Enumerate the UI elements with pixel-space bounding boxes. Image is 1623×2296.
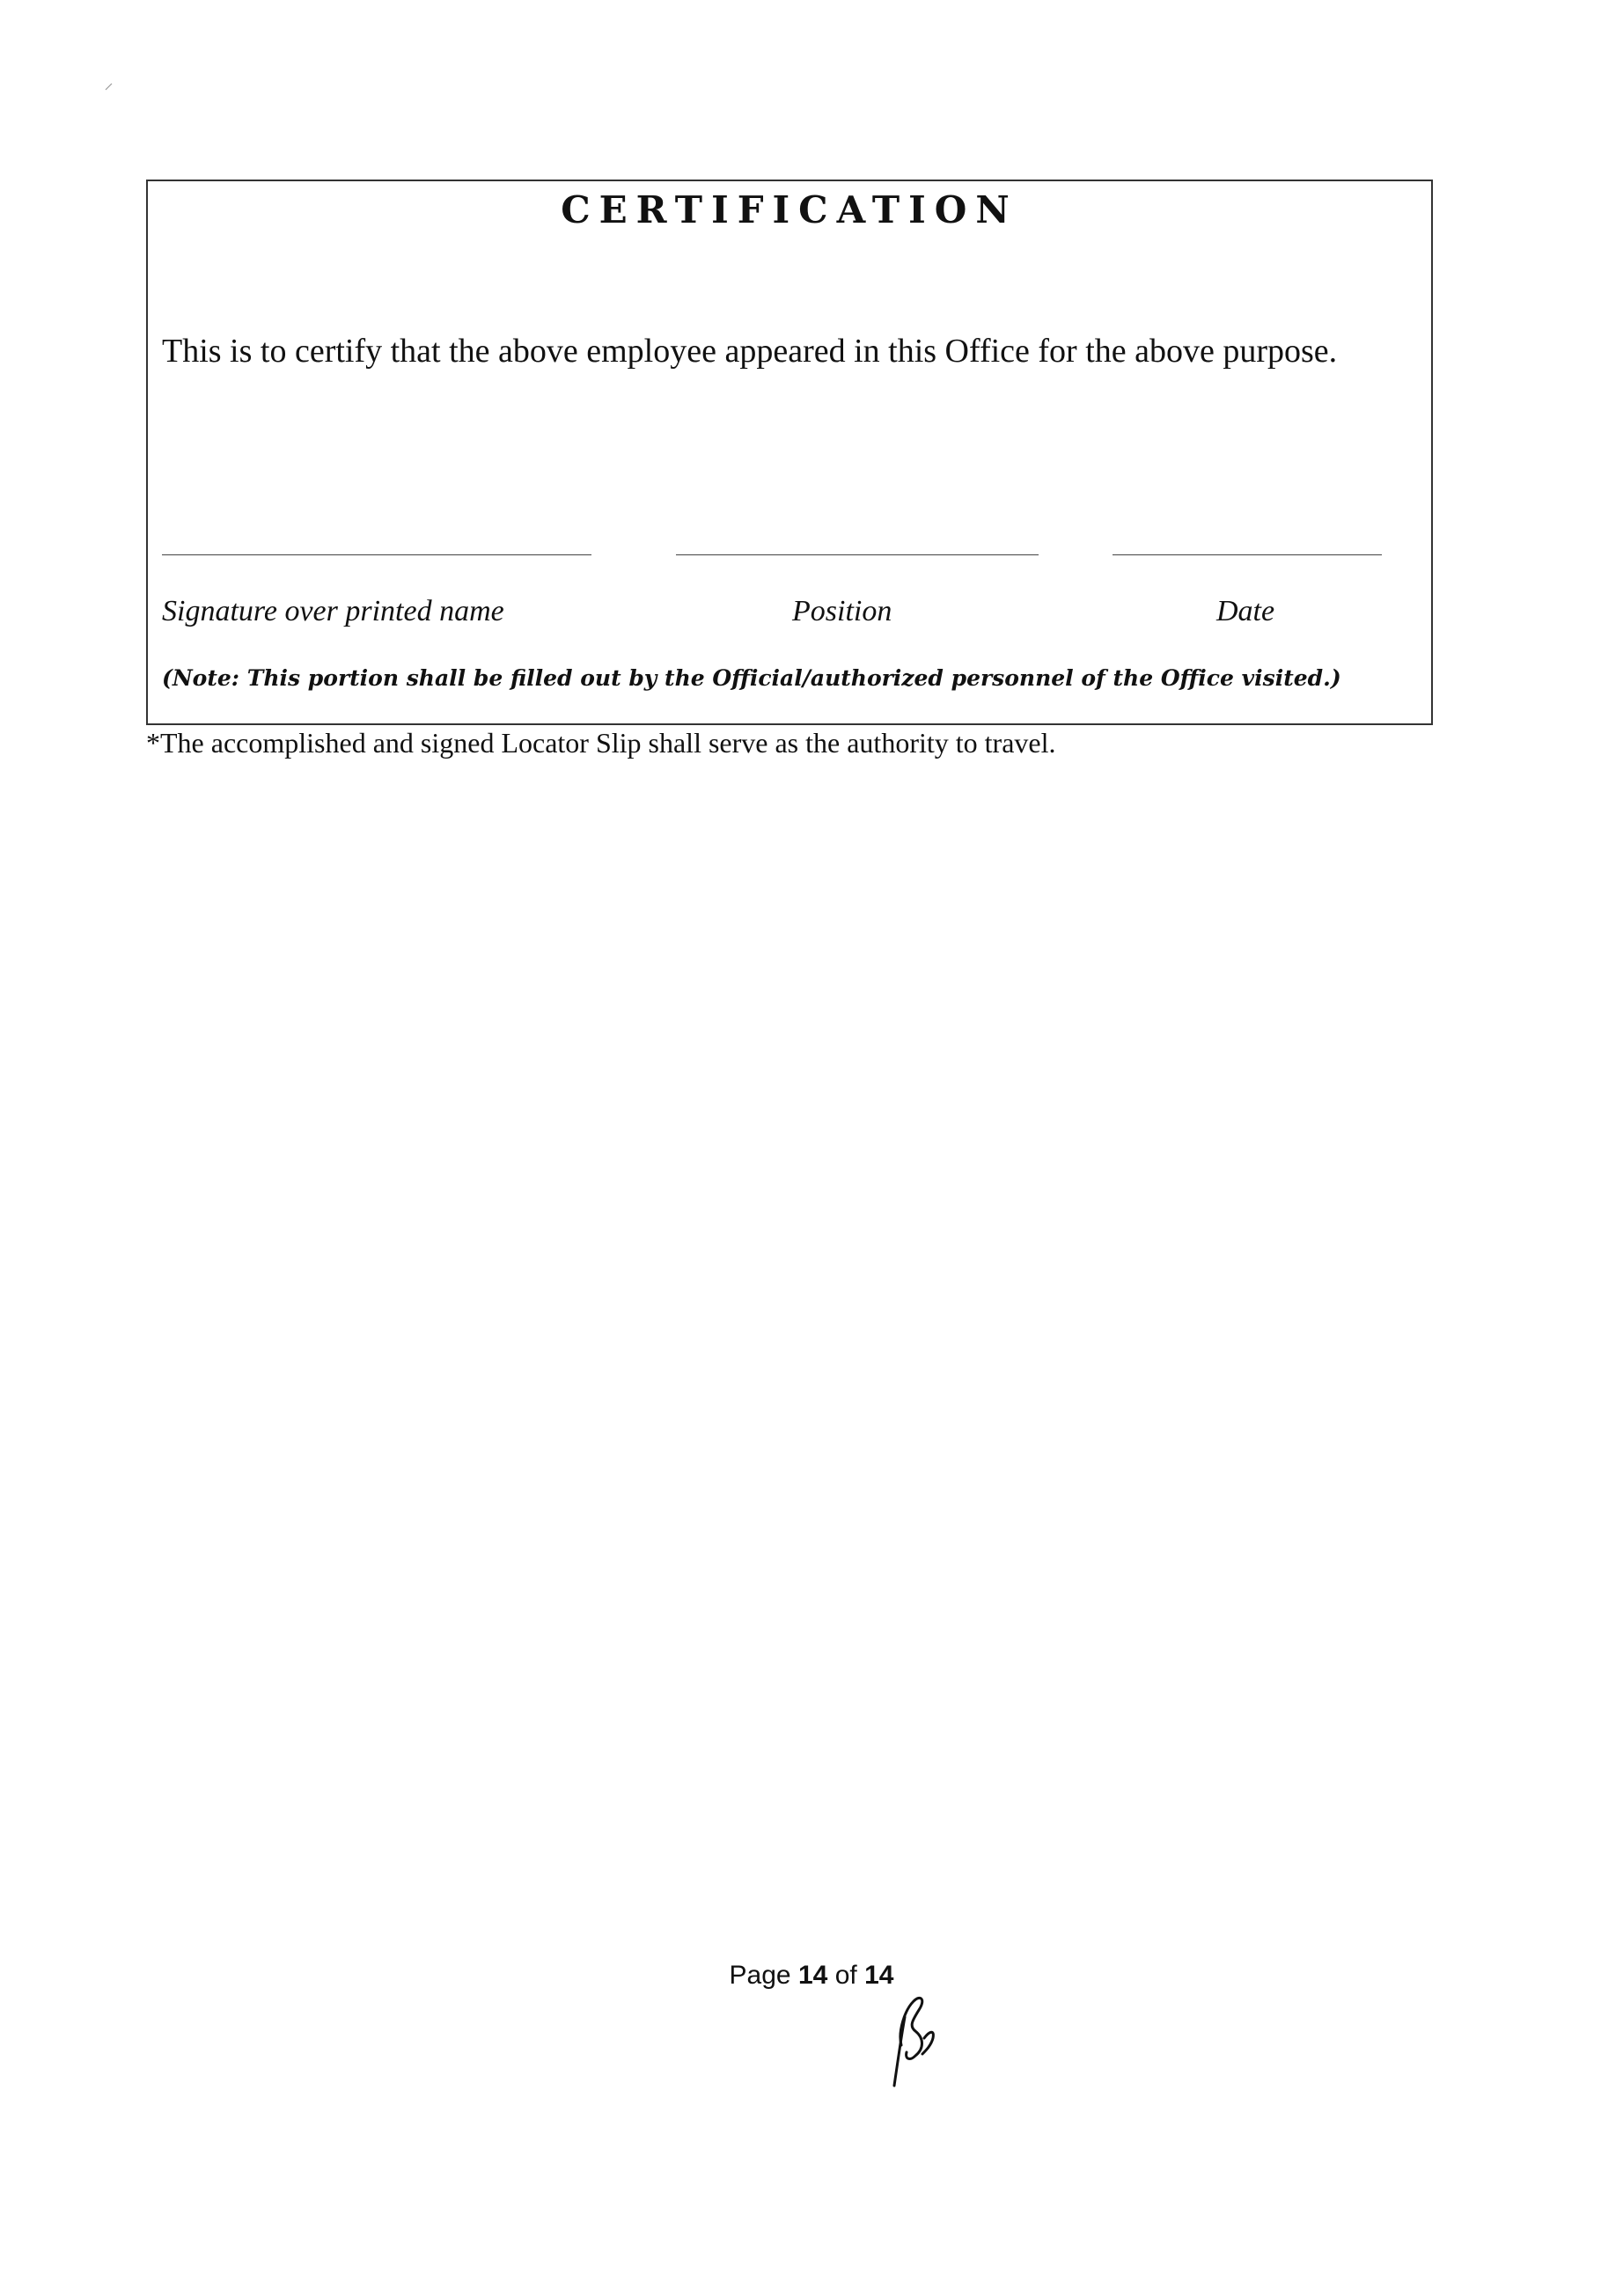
page-separator: of bbox=[834, 1961, 857, 1990]
signature-line bbox=[162, 554, 591, 555]
handwritten-initials bbox=[875, 1987, 954, 2093]
date-line bbox=[1113, 554, 1382, 555]
certification-note: (Note: This portion shall be filled out by the Official/authorized personnel of the Office visited.) bbox=[162, 665, 1341, 691]
certification-title: CERTIFICATION bbox=[561, 188, 1018, 231]
page-prefix: Page bbox=[729, 1961, 791, 1990]
signature-label: Signature over printed name bbox=[162, 595, 504, 627]
footnote: *The accomplished and signed Locator Slip shall serve as the authority to travel. bbox=[146, 727, 1056, 759]
page-total: 14 bbox=[864, 1961, 894, 1990]
date-label: Date bbox=[1216, 595, 1275, 627]
scan-mark bbox=[104, 81, 114, 92]
position-label: Position bbox=[792, 595, 892, 627]
position-line bbox=[676, 554, 1039, 555]
page-number bbox=[0, 1961, 1623, 1991]
page-current: 14 bbox=[797, 1961, 828, 1990]
certification-statement: This is to certify that the above employee appeared in this Office for the above purpose. bbox=[162, 333, 1338, 370]
certification-box bbox=[146, 180, 1433, 725]
